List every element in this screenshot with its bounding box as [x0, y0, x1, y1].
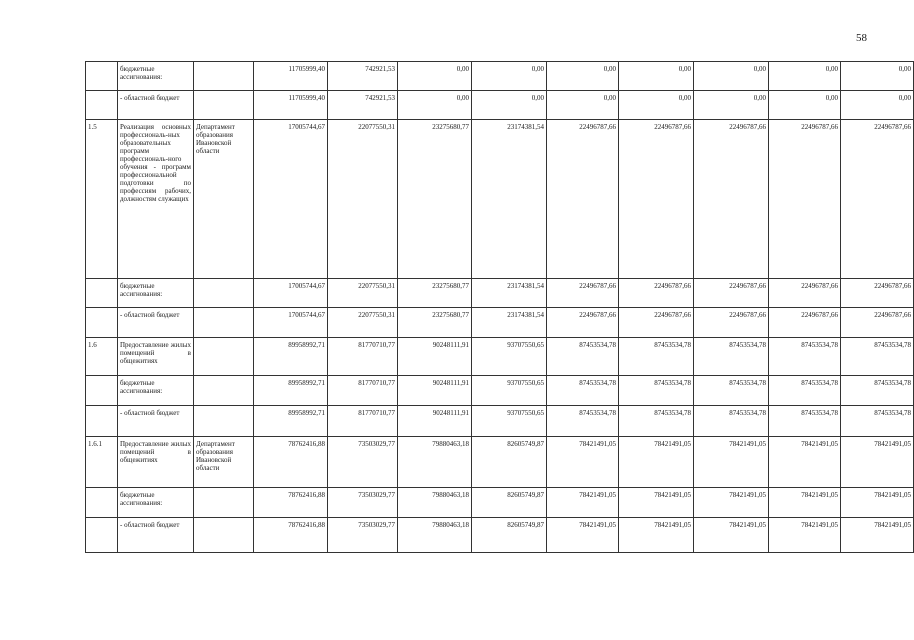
- row-code: [86, 518, 118, 553]
- value-cell: 89958992,71: [254, 376, 328, 406]
- value-cell: 81770710,77: [328, 338, 398, 376]
- row-code: [86, 376, 118, 406]
- value-cell: 0,00: [472, 62, 547, 91]
- value-cell: 22496787,66: [841, 120, 914, 279]
- value-cell: 78762416,88: [254, 518, 328, 553]
- budget-table: [85, 61, 914, 553]
- value-cell: 22496787,66: [547, 120, 619, 279]
- value-cell: 22077550,31: [328, 120, 398, 279]
- value-cell: 73503029,77: [328, 488, 398, 518]
- table-row: [86, 376, 914, 406]
- value-cell: 89958992,71: [254, 338, 328, 376]
- value-cell: 87453534,78: [694, 376, 769, 406]
- value-cell: 78762416,88: [254, 437, 328, 488]
- value-cell: 87453534,78: [619, 338, 694, 376]
- table-row: [86, 338, 914, 376]
- value-cell: 17005744,67: [254, 279, 328, 308]
- value-cell: 90248111,91: [398, 406, 472, 437]
- value-cell: 78421491,05: [769, 518, 841, 553]
- row-executor: [194, 376, 254, 406]
- value-cell: 22496787,66: [769, 308, 841, 338]
- value-cell: 82605749,87: [472, 437, 547, 488]
- value-cell: 23275680,77: [398, 120, 472, 279]
- value-cell: 22496787,66: [694, 279, 769, 308]
- value-cell: 23174381,54: [472, 308, 547, 338]
- value-cell: 22496787,66: [694, 120, 769, 279]
- value-cell: 22077550,31: [328, 308, 398, 338]
- row-code: [86, 279, 118, 308]
- value-cell: 742921,53: [328, 91, 398, 120]
- value-cell: 11705999,40: [254, 91, 328, 120]
- table-body: [86, 62, 914, 553]
- value-cell: 78421491,05: [769, 437, 841, 488]
- value-cell: 81770710,77: [328, 376, 398, 406]
- table-row: [86, 308, 914, 338]
- value-cell: 78421491,05: [547, 488, 619, 518]
- row-name: бюджетные ассигнования:: [118, 376, 194, 406]
- value-cell: 78421491,05: [769, 488, 841, 518]
- row-executor: [194, 62, 254, 91]
- value-cell: 17005744,67: [254, 120, 328, 279]
- table-row: [86, 406, 914, 437]
- row-code: 1.6.1: [86, 437, 118, 488]
- value-cell: 79880463,18: [398, 437, 472, 488]
- value-cell: 0,00: [769, 62, 841, 91]
- value-cell: 22496787,66: [841, 308, 914, 338]
- value-cell: 23174381,54: [472, 120, 547, 279]
- value-cell: 22496787,66: [694, 308, 769, 338]
- value-cell: 78421491,05: [619, 437, 694, 488]
- value-cell: 90248111,91: [398, 376, 472, 406]
- value-cell: 0,00: [841, 62, 914, 91]
- value-cell: 87453534,78: [547, 376, 619, 406]
- value-cell: 89958992,71: [254, 406, 328, 437]
- value-cell: 73503029,77: [328, 518, 398, 553]
- row-code: [86, 488, 118, 518]
- value-cell: 87453534,78: [769, 338, 841, 376]
- value-cell: 23275680,77: [398, 308, 472, 338]
- value-cell: 78421491,05: [694, 488, 769, 518]
- row-name: бюджетные ассигнования:: [118, 279, 194, 308]
- value-cell: 87453534,78: [769, 376, 841, 406]
- row-code: 1.6: [86, 338, 118, 376]
- value-cell: 87453534,78: [619, 376, 694, 406]
- row-name: Реализация основных профессиональ-ных образовательных программ профессиональ-ного обучения - программ профессиональной подготовки по профессиям рабочих, должностям служащих: [118, 120, 194, 279]
- table-row: [86, 279, 914, 308]
- table-row: [86, 437, 914, 488]
- value-cell: 81770710,77: [328, 406, 398, 437]
- value-cell: 0,00: [769, 91, 841, 120]
- row-name: Предоставление жилых помещений в общежитиях: [118, 437, 194, 488]
- row-executor: Департамент образования Ивановской области: [194, 120, 254, 279]
- value-cell: 0,00: [694, 91, 769, 120]
- value-cell: 87453534,78: [769, 406, 841, 437]
- value-cell: 87453534,78: [619, 406, 694, 437]
- table-row: [86, 518, 914, 553]
- table-row: [86, 488, 914, 518]
- value-cell: 23275680,77: [398, 279, 472, 308]
- value-cell: 87453534,78: [841, 338, 914, 376]
- row-executor: Департамент образования Ивановской области: [194, 437, 254, 488]
- value-cell: 73503029,77: [328, 437, 398, 488]
- value-cell: 79880463,18: [398, 488, 472, 518]
- row-executor: [194, 488, 254, 518]
- value-cell: 22077550,31: [328, 279, 398, 308]
- row-name: - областной бюджет: [118, 91, 194, 120]
- value-cell: 78421491,05: [694, 437, 769, 488]
- row-name: - областной бюджет: [118, 406, 194, 437]
- row-name: - областной бюджет: [118, 518, 194, 553]
- row-executor: [194, 518, 254, 553]
- table-row: [86, 62, 914, 91]
- value-cell: 82605749,87: [472, 488, 547, 518]
- row-name: - областной бюджет: [118, 308, 194, 338]
- value-cell: 22496787,66: [841, 279, 914, 308]
- row-name: бюджетные ассигнования:: [118, 62, 194, 91]
- value-cell: 78762416,88: [254, 488, 328, 518]
- value-cell: 78421491,05: [619, 488, 694, 518]
- page-number: 58: [856, 32, 867, 44]
- value-cell: 22496787,66: [769, 120, 841, 279]
- value-cell: 22496787,66: [547, 308, 619, 338]
- value-cell: 22496787,66: [619, 308, 694, 338]
- row-code: [86, 308, 118, 338]
- value-cell: 0,00: [841, 91, 914, 120]
- row-code: [86, 62, 118, 91]
- value-cell: 0,00: [398, 62, 472, 91]
- value-cell: 17005744,67: [254, 308, 328, 338]
- value-cell: 78421491,05: [694, 518, 769, 553]
- value-cell: 87453534,78: [694, 406, 769, 437]
- row-name: Предоставление жилых помещений в общежитиях: [118, 338, 194, 376]
- row-code: [86, 91, 118, 120]
- value-cell: 79880463,18: [398, 518, 472, 553]
- value-cell: 78421491,05: [841, 488, 914, 518]
- value-cell: 93707550,65: [472, 406, 547, 437]
- row-executor: [194, 406, 254, 437]
- value-cell: 93707550,65: [472, 376, 547, 406]
- value-cell: 87453534,78: [547, 406, 619, 437]
- value-cell: 87453534,78: [547, 338, 619, 376]
- value-cell: 742921,53: [328, 62, 398, 91]
- table-row: [86, 120, 914, 279]
- value-cell: 22496787,66: [769, 279, 841, 308]
- value-cell: 22496787,66: [547, 279, 619, 308]
- value-cell: 0,00: [547, 62, 619, 91]
- value-cell: 78421491,05: [841, 437, 914, 488]
- row-executor: [194, 338, 254, 376]
- value-cell: 87453534,78: [841, 406, 914, 437]
- row-executor: [194, 279, 254, 308]
- value-cell: 0,00: [619, 62, 694, 91]
- value-cell: 0,00: [694, 62, 769, 91]
- row-executor: [194, 308, 254, 338]
- value-cell: 78421491,05: [841, 518, 914, 553]
- value-cell: 87453534,78: [694, 338, 769, 376]
- value-cell: 78421491,05: [547, 518, 619, 553]
- row-executor: [194, 91, 254, 120]
- value-cell: 11705999,40: [254, 62, 328, 91]
- row-code: 1.5: [86, 120, 118, 279]
- value-cell: 82605749,87: [472, 518, 547, 553]
- row-code: [86, 406, 118, 437]
- value-cell: 90248111,91: [398, 338, 472, 376]
- value-cell: 0,00: [619, 91, 694, 120]
- value-cell: 93707550,65: [472, 338, 547, 376]
- value-cell: 78421491,05: [619, 518, 694, 553]
- value-cell: 87453534,78: [841, 376, 914, 406]
- value-cell: 78421491,05: [547, 437, 619, 488]
- value-cell: 0,00: [472, 91, 547, 120]
- value-cell: 23174381,54: [472, 279, 547, 308]
- row-name: бюджетные ассигнования:: [118, 488, 194, 518]
- value-cell: 22496787,66: [619, 279, 694, 308]
- value-cell: 0,00: [398, 91, 472, 120]
- value-cell: 0,00: [547, 91, 619, 120]
- table-row: [86, 91, 914, 120]
- value-cell: 22496787,66: [619, 120, 694, 279]
